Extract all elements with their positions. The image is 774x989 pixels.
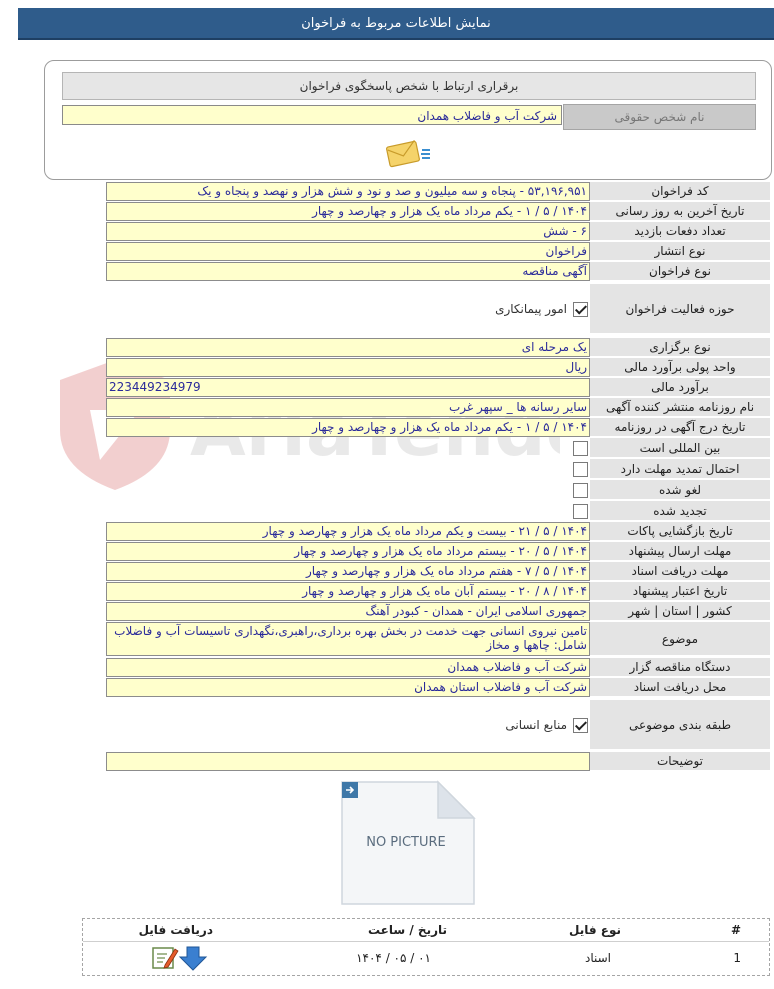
opening-date-label: تاریخ بازگشایی پاکات <box>590 522 770 541</box>
estimate-value: 223449234979 <box>106 378 590 397</box>
publish-type-label: نوع انتشار <box>590 242 770 261</box>
legal-entity-label-text: نام شخص حقوقی <box>614 110 705 124</box>
code-label: کد فراخوان <box>590 182 770 201</box>
visits-value: ۶ - شش <box>106 222 590 241</box>
notes-label: توضیحات <box>590 752 770 771</box>
subject-label: موضوع <box>590 622 770 656</box>
row-submit-deadline <box>106 542 770 561</box>
category-label: طبقه بندی موضوعی <box>590 700 770 750</box>
currency-label: واحد پولی برآورد مالی <box>590 358 770 377</box>
validity-value: ۱۴۰۴ / ۸ / ۲۰ - بیستم آبان ماه یک هزار و چهارصد و چهار <box>106 582 590 601</box>
legal-entity-value: شرکت آب و فاضلاب همدان <box>62 105 562 125</box>
download-arrow-icon[interactable] <box>180 947 206 970</box>
row-subject <box>106 622 770 656</box>
category-checkbox[interactable] <box>573 718 588 733</box>
row-notes <box>106 752 770 771</box>
row-organizer <box>106 658 770 677</box>
files-header-index: # <box>730 923 741 937</box>
cancelled-label: لغو شده <box>590 480 770 500</box>
legal-entity-label <box>563 104 756 130</box>
publish-type-value: فراخوان <box>106 242 590 261</box>
newspaper-value: سایر رسانه ها _ سپهر غرب <box>106 398 590 417</box>
cancelled-checkbox[interactable] <box>573 483 588 498</box>
row-currency <box>106 358 770 377</box>
activity-value: امور پیمانکاری <box>495 302 567 316</box>
renewed-checkbox[interactable] <box>573 504 588 519</box>
row-call-type <box>106 262 770 281</box>
files-header-divider <box>83 941 769 942</box>
row-docs-place <box>106 678 770 697</box>
contact-person-button-label: برقراری ارتباط با شخص پاسخگوی فراخوان <box>299 79 519 93</box>
page-title: نمایش اطلاعات مربوط به فراخوان <box>301 15 491 31</box>
location-label: کشور | استان | شهر <box>590 602 770 621</box>
call-type-label: نوع فراخوان <box>590 262 770 281</box>
last-update-value: ۱۴۰۴ / ۵ / ۱ - یکم مرداد ماه یک هزار و چهارصد و چهار <box>106 202 590 221</box>
row-holding-type <box>106 338 770 357</box>
row-newspaper <box>106 398 770 417</box>
files-header-type: نوع فایل <box>569 923 621 937</box>
holding-type-value: یک مرحله ای <box>106 338 590 357</box>
estimate-label: برآورد مالی <box>590 378 770 397</box>
notes-value <box>106 752 590 771</box>
files-header-download: دریافت فایل <box>138 923 213 937</box>
newspaper-date-value: ۱۴۰۴ / ۵ / ۱ - یکم مرداد ماه یک هزار و چهارصد و چهار <box>106 418 590 437</box>
row-newspaper-date <box>106 418 770 437</box>
row-international <box>106 438 770 458</box>
row-extension <box>106 459 770 479</box>
validity-label: تاریخ اعتبار پیشنهاد <box>590 582 770 601</box>
newspaper-label: نام روزنامه منتشر کننده آگهی <box>590 398 770 417</box>
row-visits <box>106 222 770 241</box>
row-activity <box>106 284 770 334</box>
docs-place-label: محل دریافت اسناد <box>590 678 770 697</box>
contact-person-button[interactable] <box>62 72 756 100</box>
renewed-checkbox-group <box>106 501 590 521</box>
row-location <box>106 602 770 621</box>
newspaper-date-label: تاریخ درج آگهی در روزنامه <box>590 418 770 437</box>
docs-place-value: شرکت آب و فاضلاب استان همدان <box>106 678 590 697</box>
organizer-label: دستگاه مناقصه گزار <box>590 658 770 677</box>
code-value: ۵۳,۱۹۶,۹۵۱ - پنجاه و سه میلیون و صد و نود و شش هزار و نهصد و پنجاه و یک <box>106 182 590 201</box>
row-category <box>106 700 770 750</box>
edit-note-icon[interactable] <box>153 948 178 968</box>
international-checkbox-group <box>106 438 590 458</box>
international-label: بین المللی است <box>590 438 770 458</box>
organizer-value: شرکت آب و فاضلاب همدان <box>106 658 590 677</box>
location-value: جمهوری اسلامی ایران - همدان - کبودر آهنگ <box>106 602 590 621</box>
call-type-value: آگهی مناقصه <box>106 262 590 281</box>
envelope-icon[interactable] <box>386 138 432 170</box>
row-opening-date <box>106 522 770 541</box>
activity-checkbox[interactable] <box>573 302 588 317</box>
row-renewed <box>106 501 770 521</box>
file-row-index: 1 <box>733 951 741 965</box>
last-update-label: تاریخ آخرین به روز رسانی <box>590 202 770 221</box>
page-header <box>18 8 774 40</box>
files-header-date: تاریخ / ساعت <box>367 923 447 937</box>
subject-value: تامین نیروی انسانی جهت خدمت در بخش بهره برداری،راهبری،نگهداری تاسیسات آب و فاضلاب شامل: چاهها و مخاز <box>106 622 590 656</box>
category-value: منابع انسانی <box>505 718 567 732</box>
international-checkbox[interactable] <box>573 441 588 456</box>
docs-deadline-value: ۱۴۰۴ / ۵ / ۷ - هفتم مرداد ماه یک هزار و چهارصد و چهار <box>106 562 590 581</box>
row-last-update <box>106 202 770 221</box>
extension-label: احتمال تمدید مهلت دارد <box>590 459 770 479</box>
currency-value: ریال <box>106 358 590 377</box>
activity-checkbox-group <box>106 284 590 334</box>
renewed-label: تجدید شده <box>590 501 770 521</box>
file-download-actions[interactable] <box>151 945 211 971</box>
submit-deadline-label: مهلت ارسال پیشنهاد <box>590 542 770 561</box>
row-estimate <box>106 378 770 397</box>
row-validity <box>106 582 770 601</box>
file-row-type: اسناد <box>584 951 611 965</box>
activity-label: حوزه فعالیت فراخوان <box>590 284 770 334</box>
row-code <box>106 182 770 201</box>
opening-date-value: ۱۴۰۴ / ۵ / ۲۱ - بیست و یکم مرداد ماه یک هزار و چهارصد و چهار <box>106 522 590 541</box>
files-table <box>82 918 770 976</box>
holding-type-label: نوع برگزاری <box>590 338 770 357</box>
visits-label: تعداد دفعات بازدید <box>590 222 770 241</box>
row-cancelled <box>106 480 770 500</box>
no-picture-text: NO PICTURE <box>366 835 446 850</box>
row-publish-type <box>106 242 770 261</box>
no-picture-image <box>338 778 478 908</box>
docs-deadline-label: مهلت دریافت اسناد <box>590 562 770 581</box>
category-checkbox-group <box>106 700 590 750</box>
file-row-date: ۱۴۰۴ / ۰۵ / ۰۱ <box>356 951 431 965</box>
cancelled-checkbox-group <box>106 480 590 500</box>
row-docs-deadline <box>106 562 770 581</box>
extension-checkbox-group <box>106 459 590 479</box>
submit-deadline-value: ۱۴۰۴ / ۵ / ۲۰ - بیستم مرداد ماه یک هزار و چهارصد و چهار <box>106 542 590 561</box>
extension-checkbox[interactable] <box>573 462 588 477</box>
